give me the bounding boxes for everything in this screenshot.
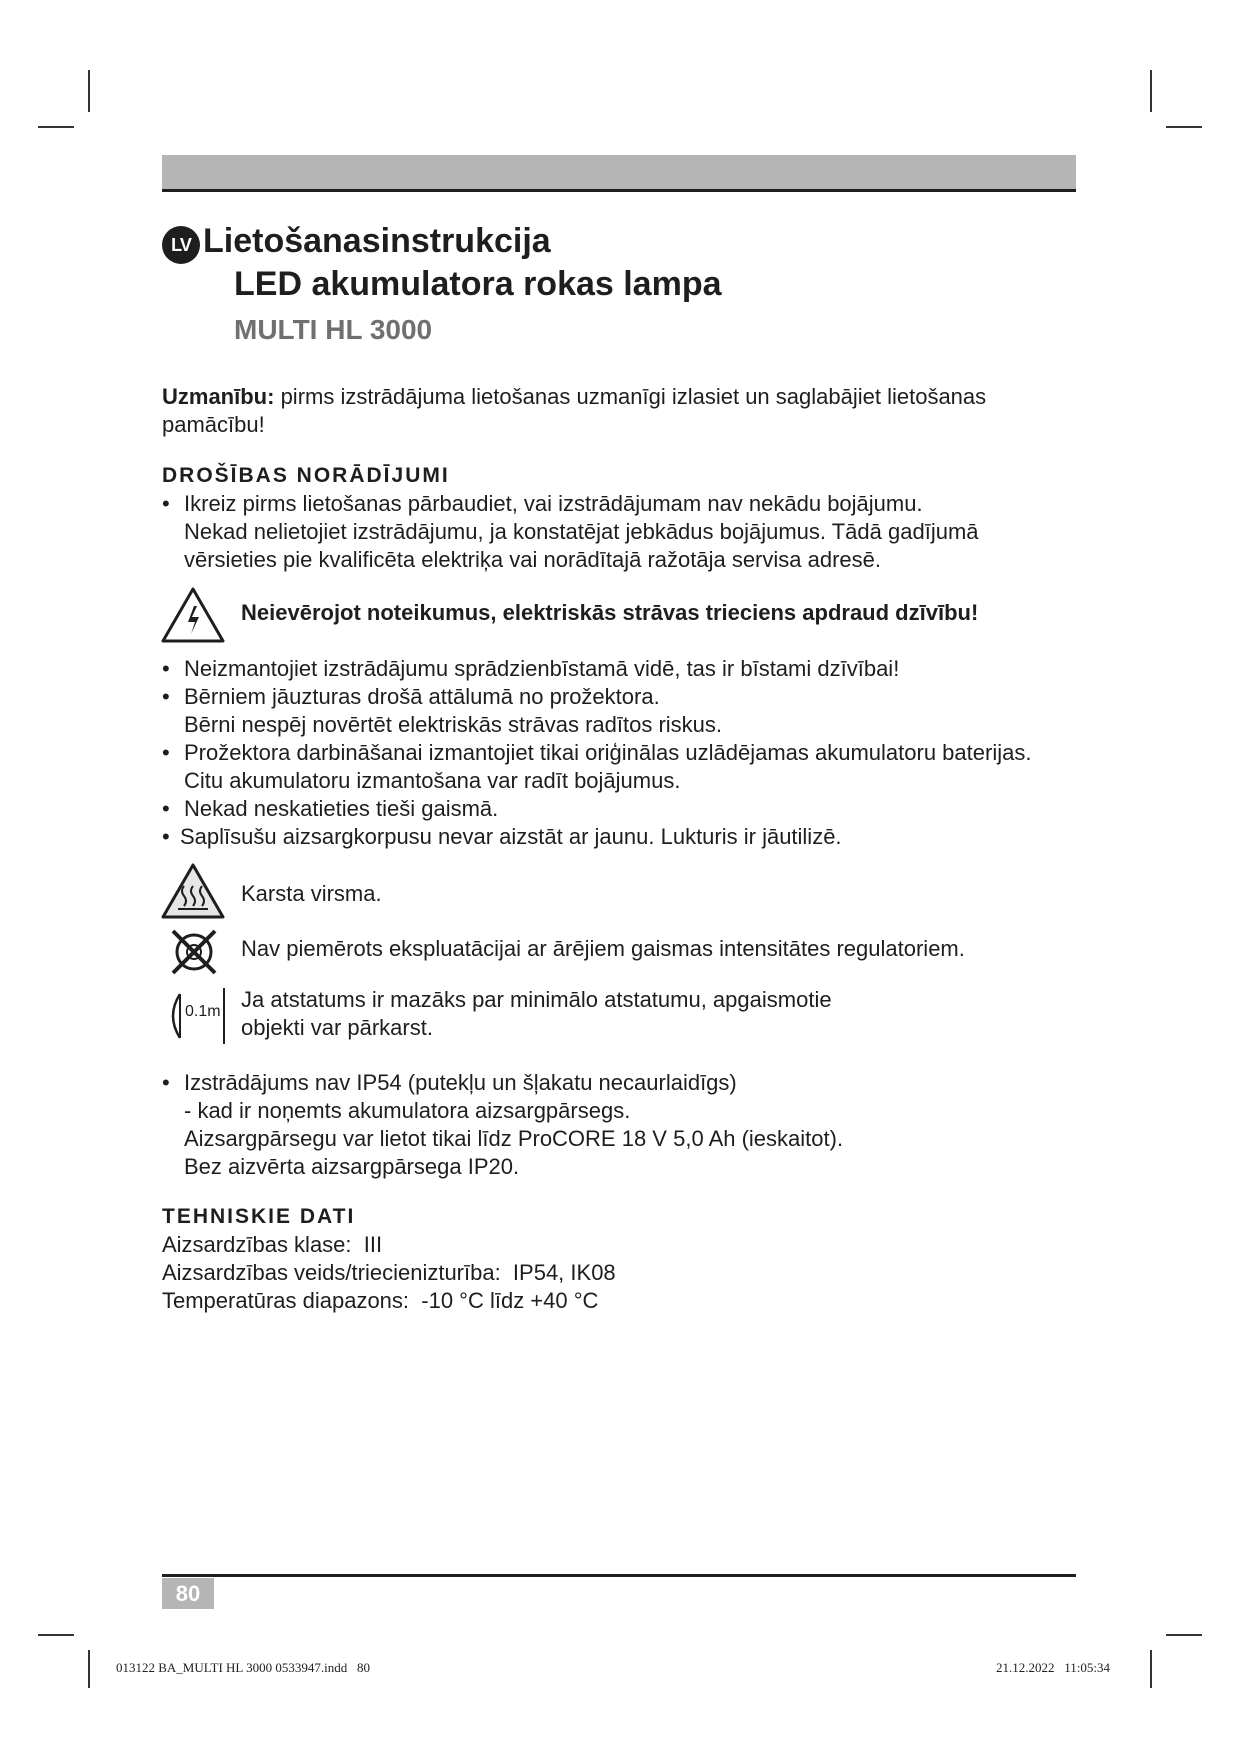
- tech-heading: TEHNISKIE DATI: [162, 1205, 356, 1228]
- electric-hazard-icon: [160, 586, 226, 644]
- crop-mark: [1150, 1650, 1152, 1688]
- list-item: • Izstrādājums nav IP54 (putekļu un šļakatu necaurlaidīgs) - kad ir noņemts akumulatora aizsargpārsegs. Aizsargpārsegu var lietot tikai līdz ProCORE 18 V 5,0 Ah (ieskaitot). Bez aizvērta aizsargpārsega IP20.: [162, 1069, 1082, 1181]
- intro-bold: Uzmanību:: [162, 384, 275, 409]
- list-item-line: Nekad neskatieties tieši gaismā.: [184, 796, 499, 821]
- distance-text-line: Ja atstatums ir mazāks par minimālo atstatumu, apgaismotie: [241, 987, 832, 1012]
- safety-heading: DROŠĪBAS NORĀDĪJUMI: [162, 464, 450, 487]
- list-item-line: Prožektora darbināšanai izmantojiet tikai oriģinālas uzlādējamas akumulatoru baterijas.: [184, 740, 1032, 765]
- list-item: • Saplīsušu aizsargkorpusu nevar aizstāt ar jaunu. Lukturis ir jāutilizē.: [162, 823, 1082, 851]
- min-distance-label: 0.1m: [185, 1003, 221, 1020]
- list-item: • Prožektora darbināšanai izmantojiet tikai oriģinālas uzlādējamas akumulatoru baterijas. Citu akumulatoru izmantošana var radīt bojājumus.: [162, 739, 1082, 795]
- print-timestamp: 21.12.2022 11:05:34: [996, 1660, 1110, 1675]
- intro-text: pirms izstrādājuma lietošanas uzmanīgi izlasiet un saglabājiet lietošanas pamācību!: [162, 384, 987, 437]
- list-item-line: Citu akumulatoru izmantošana var radīt bojājumus.: [184, 768, 681, 793]
- crop-mark: [1166, 126, 1202, 128]
- language-badge: LV: [162, 226, 200, 264]
- list-item: • Bērniem jāuzturas drošā attālumā no prožektora. Bērni nespēj novērtēt elektriskās strāvas radītos riskus.: [162, 683, 1082, 739]
- hot-surface-text: Karsta virsma.: [241, 881, 382, 906]
- page-title: Lietošanasinstrukcija: [203, 222, 551, 260]
- crop-mark: [38, 1634, 74, 1636]
- file-slug: 013122 BA_MULTI HL 3000 0533947.indd 80: [116, 1660, 370, 1675]
- list-item-line: Nekad nelietojiet izstrādājumu, ja konstatējat jebkādus bojājumus. Tādā gadījumā: [184, 519, 979, 544]
- footer-rule: [162, 1574, 1076, 1577]
- list-item-line: Bērniem jāuzturas drošā attālumā no prožektora.: [184, 684, 660, 709]
- list-item: • Ikreiz pirms lietošanas pārbaudiet, vai izstrādājumam nav nekādu bojājumu. Nekad nelietojiet izstrādājumu, ja konstatējat jebkādus bojājumus. Tādā gadījumā vērsieties pie kvalificēta elektriķa vai norādītajā ražotāja servisa adresē.: [162, 490, 1082, 574]
- list-item-line: - kad ir noņemts akumulatora aizsargpārsegs.: [184, 1098, 631, 1123]
- tech-row: Aizsardzības klase: III: [162, 1232, 383, 1257]
- crop-mark: [38, 126, 74, 128]
- list-item-line: Saplīsušu aizsargkorpusu nevar aizstāt ar jaunu. Lukturis ir jāutilizē.: [180, 824, 842, 849]
- crop-mark: [88, 1650, 90, 1688]
- hot-surface-icon: [160, 862, 226, 920]
- no-dimmer-text: Nav piemērots ekspluatācijai ar ārējiem gaismas intensitātes regulatoriem.: [241, 936, 965, 961]
- list-item-line: Ikreiz pirms lietošanas pārbaudiet, vai izstrādājumam nav nekādu bojājumu.: [184, 491, 923, 516]
- crop-mark: [88, 70, 90, 112]
- intro-paragraph: [162, 383, 1062, 439]
- list-item-line: Bez aizvērta aizsargpārsega IP20.: [184, 1154, 520, 1179]
- crop-mark: [1166, 1634, 1202, 1636]
- no-dimmer-icon: [168, 926, 220, 978]
- list-item-line: vērsieties pie kvalificēta elektriķa vai norādītajā ražotāja servisa adresē.: [184, 547, 881, 572]
- model-name: MULTI HL 3000: [234, 314, 433, 345]
- list-item-line: Neizmantojiet izstrādājumu sprādzienbīstamā vidē, tas ir bīstami dzīvībai!: [184, 656, 900, 681]
- distance-text-line: objekti var pārkarst.: [241, 1015, 433, 1040]
- list-item-line: Bērni nespēj novērtēt elektriskās strāvas radītos riskus.: [184, 712, 723, 737]
- list-item-line: Aizsargpārsegu var lietot tikai līdz ProCORE 18 V 5,0 Ah (ieskaitot).: [184, 1126, 844, 1151]
- list-item-line: Izstrādājums nav IP54 (putekļu un šļakatu necaurlaidīgs): [184, 1070, 737, 1095]
- product-title: LED akumulatora rokas lampa: [234, 265, 722, 303]
- list-item: • Neizmantojiet izstrādājumu sprādzienbīstamā vidē, tas ir bīstami dzīvībai!: [162, 655, 1082, 683]
- list-item: • Nekad neskatieties tieši gaismā.: [162, 795, 1082, 823]
- crop-mark: [1150, 70, 1152, 112]
- electric-warning: Neievērojot noteikumus, elektriskās strāvas trieciens apdraud dzīvību!: [241, 600, 979, 625]
- page-number: 80: [162, 1578, 214, 1609]
- tech-row: Temperatūras diapazons: -10 °C līdz +40 °C: [162, 1288, 599, 1313]
- header-bar: [162, 155, 1076, 192]
- tech-row: Aizsardzības veids/triecienizturība: IP54, IK08: [162, 1260, 616, 1285]
